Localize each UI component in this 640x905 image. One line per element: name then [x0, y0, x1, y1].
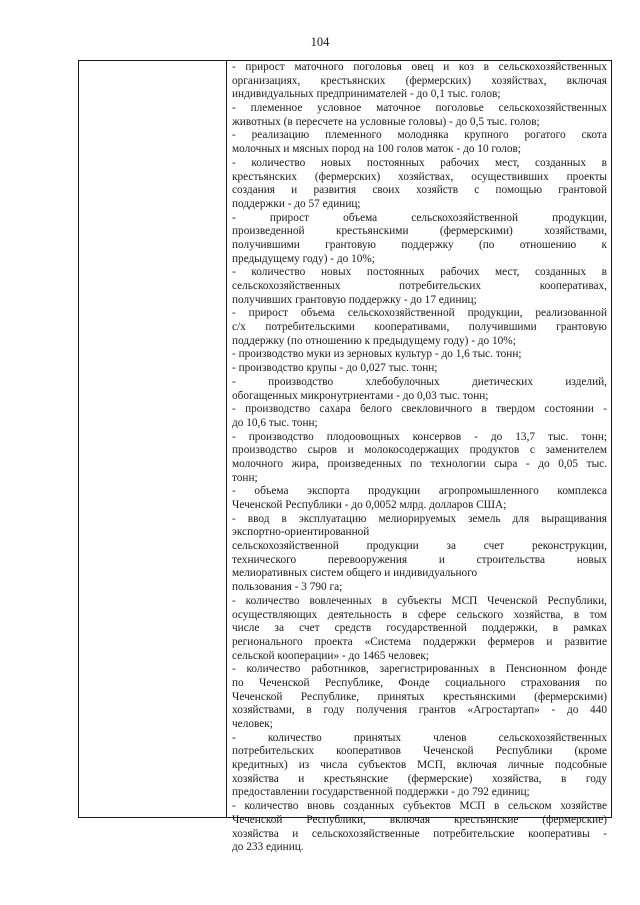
text-line: производство сыров и молокосодержащих продуктов с заменителем	[232, 444, 607, 457]
text-line: тонн;	[232, 471, 258, 484]
text-line: - прирост маточного поголовья овец и коз в сельскохозяйственных	[232, 61, 607, 73]
text-line: числе за счет средств государственной поддержки, в рамках	[232, 622, 607, 635]
text-line: пользования - 3 790 га;	[232, 581, 343, 594]
text-line: - производство муки из зерновых культур - до 1,6 тыс. тонн;	[232, 348, 522, 361]
text-line: животных (в пересчете на условные головы) - до 0,5 тыс. голов;	[232, 115, 540, 128]
text-line: по Чеченской Республике, Фонде социального страхования по	[232, 676, 607, 689]
text-line: - производство крупы - до 0,027 тыс. тонн;	[232, 362, 438, 375]
text-line: - производство хлебобулочных диетических изделий,	[232, 375, 607, 388]
text-line: молочных и мясных пород на 100 голов маток - до 10 голов;	[232, 143, 522, 156]
text-line: сельскохозяйственных потребительских кооперативах,	[232, 280, 607, 292]
text-line: осуществляющих деятельность в сфере сельского хозяйства, в том	[232, 608, 607, 621]
text-line: - реализацию племенного молодняка крупного рогатого скота	[232, 129, 607, 142]
text-line: - прирост объема сельскохозяйственной продукции, реализованной	[232, 307, 607, 320]
right-column-cell	[227, 61, 611, 854]
text-line: организациях, крестьянских (фермерских) хозяйствах, включая	[232, 74, 607, 87]
indicators-table	[78, 60, 612, 854]
text-line: поддержки - до 57 единиц;	[232, 197, 361, 210]
text-line: - количество работников, зарегистрированных в Пенсионном фонде	[232, 663, 607, 676]
text-line: получившими грантовую поддержку (по отношению к	[232, 238, 607, 251]
text-line: предоставлении государственной поддержки - до 792 единиц;	[232, 786, 530, 799]
text-line: - количество принятых членов сельскохозяйственных	[232, 731, 607, 744]
text-line: - производство сахара белого свекловичного в твердом состоянии -	[232, 403, 607, 416]
text-line: технического перевооружения и строительства новых	[232, 553, 607, 566]
text-line: до 10,6 тыс. тонн;	[232, 416, 318, 429]
text-line: мелиоративных систем общего и индивидуального	[232, 567, 478, 580]
text-line: - количество вовлеченных в субъекты МСП Чеченской Республики,	[232, 594, 607, 607]
text-line: сельскохозяйственной продукции за счет реконструкции,	[232, 540, 607, 553]
text-line: хозяйствами, в году получения грантов «Агростартап» - до 440	[232, 704, 607, 717]
text-line: - производство плодоовощных консервов - до 13,7 тыс. тонн;	[232, 430, 607, 443]
left-column-cell	[79, 61, 227, 817]
text-line: сельской кооперации» - до 1465 человек;	[232, 649, 430, 662]
text-line: хозяйства и сельскохозяйственные потребительские кооперативы -	[232, 827, 607, 840]
text-line: - количество вновь созданных субъектов МСП в сельском хозяйстве	[232, 800, 607, 813]
text-line: получивших грантовую поддержку - до 17 единиц;	[232, 293, 477, 306]
text-line: - количество новых постоянных рабочих мест, созданных в	[232, 156, 607, 169]
text-line: молочного жира, произведенных по технологии сыра - до 0,05 тыс.	[232, 457, 607, 470]
text-line: - количество новых постоянных рабочих мест, созданных в	[232, 266, 607, 279]
text-line: регионального проекта «Система поддержки фермеров и развитие	[232, 635, 607, 648]
text-line: создания и развития своих хозяйств с помощью грантовой	[232, 184, 607, 197]
text-line: кредитных) из числа субъектов МСП, включая личные подсобные	[232, 759, 607, 772]
text-line: - ввод в эксплуатацию мелиорируемых земель для выращивания	[232, 512, 607, 525]
text-line: индивидуальных предпринимателей - до 0,1 тыс. голов;	[232, 88, 501, 101]
text-line: крестьянских (фермерских) хозяйствах, осуществивших проекты	[232, 170, 607, 183]
text-line: хозяйства и крестьянские (фермерские) хозяйства, в году	[232, 772, 607, 785]
text-line: - племенное условное маточное поголовье сельскохозяйственных	[232, 102, 607, 115]
text-line: до 233 единиц.	[232, 841, 304, 854]
text-line: - объема экспорта продукции агропромышленного комплекса	[232, 485, 607, 498]
page-number: 104	[310, 35, 330, 49]
text-line: экспортно-ориентированной	[232, 526, 370, 539]
text-line: предыдущему году) - до 10%;	[232, 252, 375, 265]
text-line: потребительских кооперативов Чеченской Республики (кроме	[232, 745, 607, 758]
text-line: произведенной крестьянскими (фермерскими) хозяйствами,	[232, 225, 607, 238]
text-line: Чеченской Республики - до 0,0052 млрд. долларов США;	[232, 499, 507, 511]
text-line: - прирост объема сельскохозяйственной продукции,	[232, 211, 607, 224]
text-line: с/х потребительскими кооперативами, получившими грантовую	[232, 321, 607, 334]
text-line: поддержку (по отношению к предыдущему году) - до 10%;	[232, 334, 516, 347]
text-line: Чеченской Республике, принятых крестьянскими (фермерскими)	[232, 690, 607, 703]
text-line: Чеченской Республики, включая крестьянские (фермерские)	[232, 813, 607, 826]
text-line: человек;	[232, 718, 273, 730]
text-line: обогащенных микронутриентами - до 0,03 тыс. тонн;	[232, 389, 489, 402]
